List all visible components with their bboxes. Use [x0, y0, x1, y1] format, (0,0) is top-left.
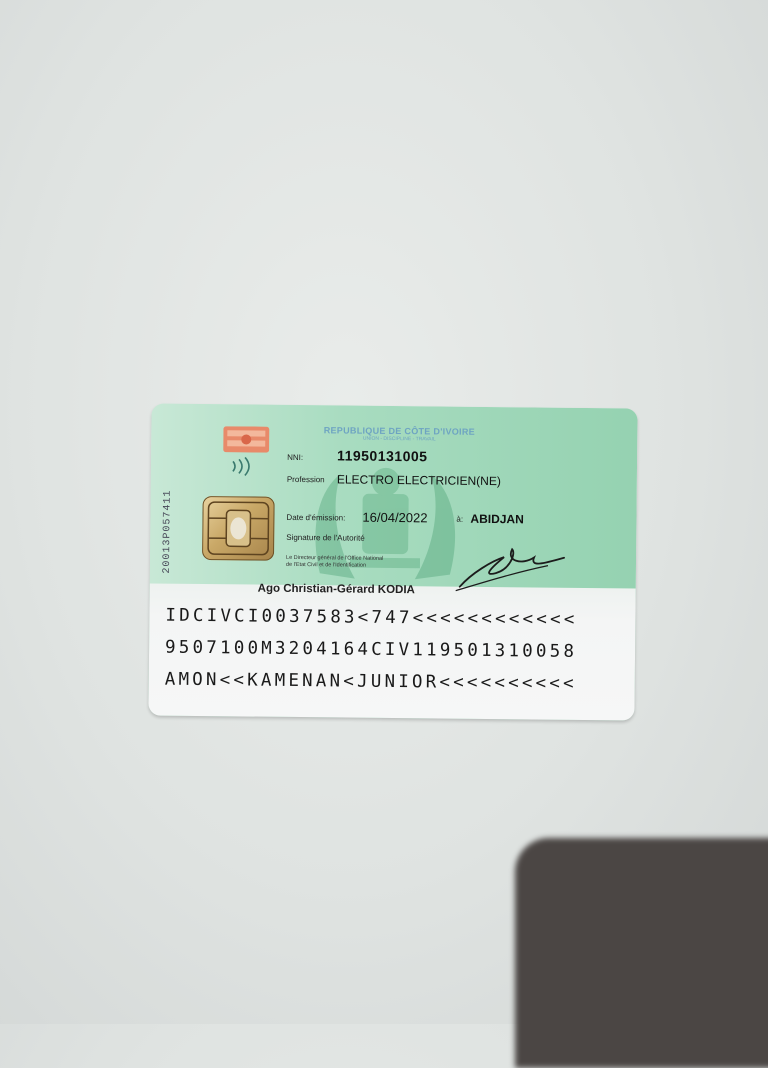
authority-name: Ago Christian-Gérard KODIA	[258, 583, 415, 597]
issue-date-value: 16/04/2022	[362, 510, 427, 526]
nni-label: NNI:	[287, 453, 303, 462]
contactless-icon	[229, 456, 259, 476]
country-motto: UNION - DISCIPLINE - TRAVAIL	[319, 435, 479, 443]
nni-value: 11950131005	[337, 447, 428, 464]
profession-value: ELECTRO ELECTRICIEN(NE)	[337, 472, 501, 488]
signature-label: Signature de l'Autorité	[286, 533, 365, 543]
mrz-line-2: 9507100M3204164CIV119501310058	[165, 638, 625, 663]
mrz-line-3: AMON<<KAMENAN<JUNIOR<<<<<<<<<<	[165, 670, 625, 695]
profession-label: Profession	[287, 475, 325, 484]
chip-icon	[202, 496, 275, 561]
issue-date-label: Date d'émission:	[286, 513, 345, 523]
flag-mark-icon	[223, 426, 269, 452]
document-serial: 20013P057411	[162, 484, 183, 574]
place-label: à:	[456, 515, 463, 524]
authority-line-2: de l'Etat Civil et de l'Identification	[286, 562, 436, 571]
place-value: ABIDJAN	[470, 512, 523, 527]
hand-shadow	[515, 838, 768, 1068]
card-header	[319, 425, 479, 443]
mrz-line-1: IDCIVCI0037583<747<<<<<<<<<<<<	[165, 606, 625, 631]
country-title: REPUBLIQUE DE CÔTE D'IVOIRE	[319, 425, 479, 437]
signature-icon	[452, 543, 571, 596]
id-card	[148, 403, 637, 720]
authority-line-1: Le Directeur général de l'Office National	[286, 555, 436, 564]
authority-text	[286, 555, 436, 571]
